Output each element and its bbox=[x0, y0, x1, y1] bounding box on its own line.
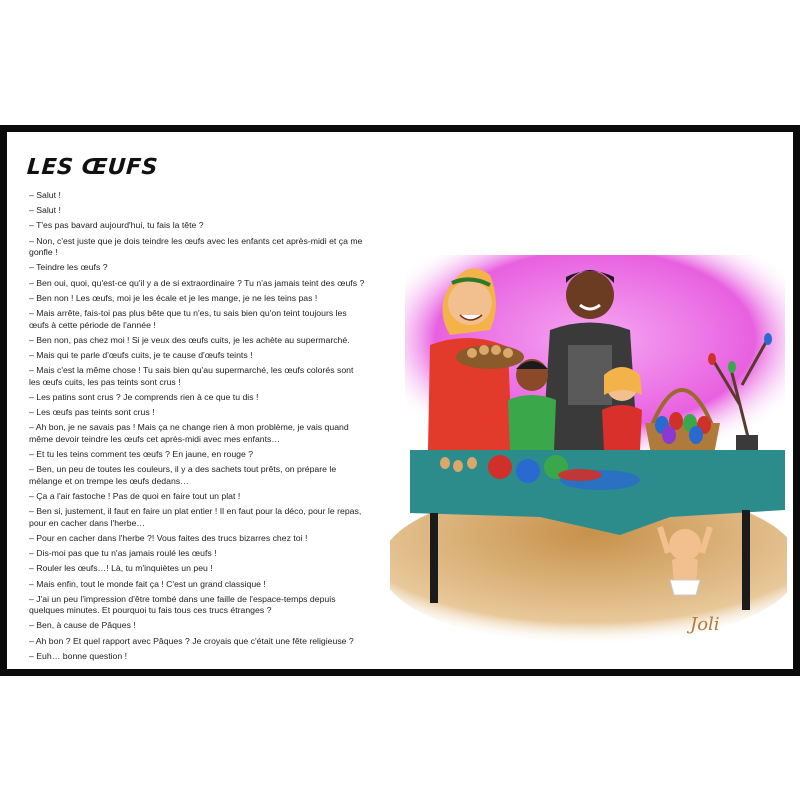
egg-tray bbox=[456, 345, 524, 369]
dialogue-line: – Ça a l'air fastoche ! Pas de quoi en faire tout un plat ! bbox=[29, 490, 241, 501]
dialogue-line: – Mais qui te parle d'œufs cuits, je te cause d'œufs teints ! bbox=[29, 349, 253, 360]
dialogue-line: – Ben si, justement, il faut en faire un plat entier ! Il en faut pour la déco, pour le repas, pour en cacher dans l'herbe… bbox=[29, 506, 362, 528]
artist-signature: Joli bbox=[690, 614, 720, 635]
dialogue-line: – Ben non ! Les œufs, moi je les écale et je les mange, je ne les teins pas ! bbox=[29, 292, 318, 303]
dialogue-line: – Et tu les teins comment tes œufs ? En jaune, en rouge ? bbox=[29, 449, 254, 459]
dialogue-line: – Pour en cacher dans l'herbe ?! Vous faites des trucs bizarres chez toi ! bbox=[29, 532, 308, 543]
dialogue-line: – Mais c'est la même chose ! Tu sais bien qu'au supermarché, les œufs colorés sont les œufs cuits, les pas teints sont crus ! bbox=[29, 365, 354, 387]
page bbox=[7, 132, 793, 669]
dialogue-line: – Dis-moi pas que tu n'as jamais roulé les œufs ! bbox=[29, 548, 217, 559]
dialogue-line: – Rouler les œufs…! Là, tu m'inquiètes un peu ! bbox=[29, 563, 213, 574]
dialogue-line: – J'ai un peu l'impression d'être tombé dans une faille de l'espace-temps depuis quelques minutes. Et pourquoi tu fais tous ces trucs étranges ? bbox=[29, 593, 336, 616]
dialogue-line: – Mais arrête, fais-toi pas plus bête que tu n'es, tu sais bien qu'on teint toujours les œufs à cette période de l'année ! bbox=[29, 307, 347, 330]
dialogue-line: – Ben oui, quoi, qu'est-ce qu'il y a de si extraordinaire ? Tu n'as jamais teint des œufs ? bbox=[29, 277, 365, 288]
dialogue-line: – Les œufs pas teints sont crus ! bbox=[29, 407, 155, 418]
dialogue-line: – Ben, à cause de Pâques ! bbox=[29, 620, 136, 631]
dialogue-line: – Ah bon, je ne savais pas ! Mais ça ne change rien à mon problème, je vais quand même devoir teindre les œufs cet après-midi avec mes enfants… bbox=[29, 422, 349, 444]
girl-figure bbox=[602, 367, 642, 450]
illustration-svg bbox=[390, 235, 787, 643]
dialogue-line: – Salut ! bbox=[29, 205, 61, 216]
dialogue-line: – Teindre les œufs ? bbox=[29, 262, 108, 273]
page-frame bbox=[0, 125, 800, 676]
dialogue-line: – T'es pas bavard aujourd'hui, tu fais la tête ? bbox=[29, 220, 204, 231]
page-title: LES ŒUFS bbox=[26, 155, 159, 180]
dialogue-line: – Les patins sont crus ? Je comprends rien à ce que tu dis ! bbox=[29, 391, 259, 402]
dialogue-line: – Salut ! bbox=[29, 190, 61, 200]
dialogue-line: – Euh… bonne question ! bbox=[29, 650, 128, 661]
dialogue-line: – Ah bon ? Et quel rapport avec Pâques ? Je croyais que c'était une fête religieuse ? bbox=[29, 635, 354, 646]
dialogue-line: – Non, c'est juste que je dois teindre les œufs avec les enfants cet après-midi et ça me gonfle ! bbox=[29, 235, 363, 258]
dialogue-line: – Ben non, pas chez moi ! Si je veux des œufs cuits, je les achète au supermarché. bbox=[29, 334, 350, 345]
dialogue-line: – Ben, un peu de toutes les couleurs, il y a des sachets tout prêts, on prépare le mélange et on trempe les œufs dedans… bbox=[29, 464, 337, 486]
dialogue-list bbox=[29, 190, 365, 666]
easter-egg-illustration bbox=[390, 235, 787, 643]
dialogue-line: – Mais enfin, tout le monde fait ça ! C'est un grand classique ! bbox=[29, 578, 266, 589]
